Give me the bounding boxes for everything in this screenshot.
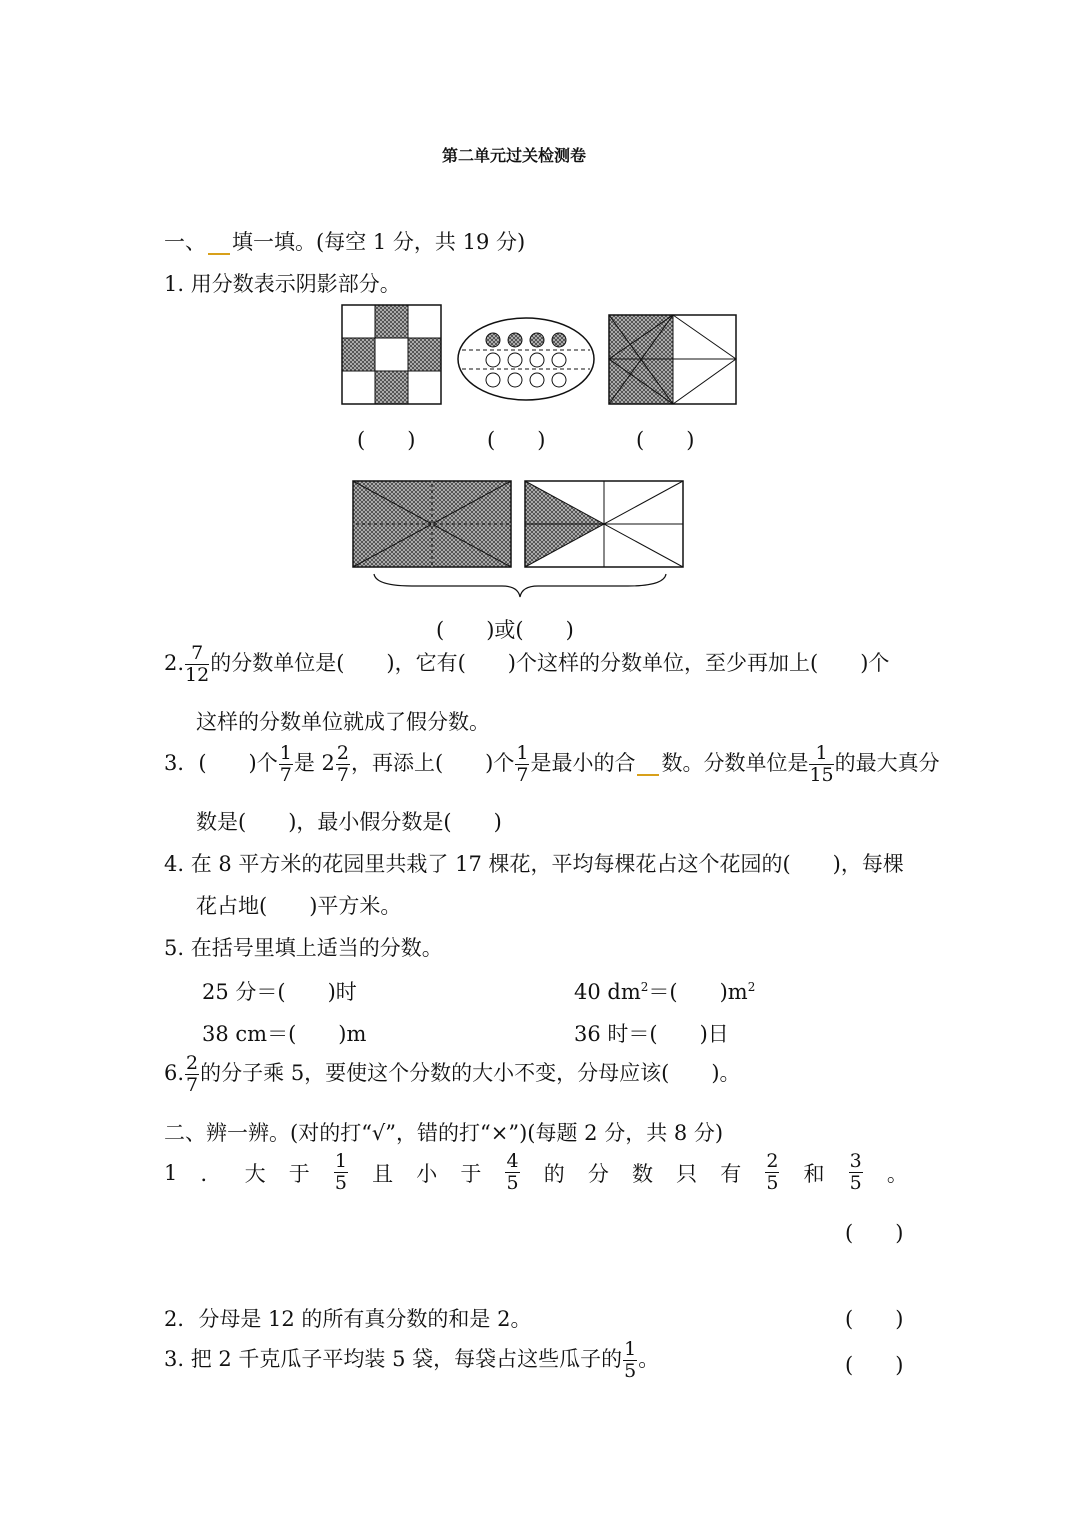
fraction: $\frac{1}{7}$ bbox=[516, 742, 529, 786]
q3-line2: 数是( )，最小假分数是( ) bbox=[196, 810, 502, 834]
s2-q2-text: 2．分母是 12 的所有真分数的和是 2。 bbox=[164, 1307, 532, 1331]
q1-blank-3[interactable]: ( ) bbox=[636, 428, 695, 452]
q3-line1: 3．( )个 $\frac{1}{7}$ 是 2 $\frac{2}{7}$ ，再添上( )个 $\frac{1}{7}$ 是最小的合 数。分数单位是 $\frac{1}{15}$ 的最大真分 bbox=[164, 742, 940, 786]
section1-heading: 一、 填一填。(每空 1 分，共 19 分) bbox=[164, 230, 526, 254]
q1-text: 1. 用分数表示阴影部分。 bbox=[164, 272, 401, 296]
s2-q1-blank[interactable]: ( ) bbox=[845, 1221, 904, 1245]
q5-item-a: 25 分＝( )时 bbox=[202, 980, 357, 1004]
q4-line1: 4. 在 8 平方米的花园里共栽了 17 棵花，平均每棵花占这个花园的( )，每棵 bbox=[164, 852, 904, 876]
q1-or-blank[interactable]: ( )或( ) bbox=[436, 618, 574, 642]
fraction: $\frac{1}{5}$ bbox=[334, 1150, 347, 1194]
q2-line2: 这样的分数单位就成了假分数。 bbox=[196, 710, 490, 734]
q6-line: 6. $\frac{2}{7}$ 的分子乘 5，要使这个分数的大小不变，分母应该( )。 bbox=[164, 1052, 741, 1096]
fraction: $\frac{2}{5}$ bbox=[766, 1150, 779, 1194]
page-title: 第二单元过关检测卷 bbox=[442, 146, 587, 165]
highlight-mark bbox=[208, 253, 230, 255]
fraction: $\frac{3}{5}$ bbox=[849, 1150, 862, 1194]
s2-q3-blank[interactable]: ( ) bbox=[845, 1353, 904, 1377]
figure-grid-cross bbox=[341, 304, 442, 405]
q5-item-b: 40 $dm^2=$( )$m^2$ bbox=[574, 980, 756, 1004]
fraction: $\frac{1}{7}$ bbox=[279, 742, 292, 786]
figure-oval-circles bbox=[456, 316, 596, 402]
fraction: $\frac{1}{15}$ bbox=[809, 742, 834, 786]
fraction: $\frac{1}{5}$ bbox=[624, 1338, 637, 1382]
figure-rect-kite bbox=[608, 314, 738, 405]
fraction: $\frac{2}{7}$ bbox=[186, 1052, 199, 1096]
figure-two-rects bbox=[352, 480, 685, 600]
s2-q1-line: 1 ． 大 于 $\frac{1}{5}$ 且 小 于 $\frac{4}{5}$ 的 分 数 只 有 $\frac{2}{5}$ 和 $\frac{3}{5}$ 。 bbox=[164, 1150, 908, 1194]
fraction: $\frac{7}{12}$ bbox=[185, 642, 210, 686]
section2-heading: 二、辨一辨。(对的打“√”，错的打“×”)(每题 2 分，共 8 分) bbox=[164, 1121, 724, 1145]
fraction: $\frac{4}{5}$ bbox=[506, 1150, 519, 1194]
highlight-mark bbox=[637, 774, 659, 776]
fraction: $\frac{2}{7}$ bbox=[336, 742, 349, 786]
q5-text: 5. 在括号里填上适当的分数。 bbox=[164, 936, 443, 960]
q5-item-c: 38 cm＝( )m bbox=[202, 1022, 367, 1046]
q2-line1: 2. $\frac{7}{12}$ 的分数单位是( )，它有( )个这样的分数单位，至少再加上( )个 bbox=[164, 642, 890, 686]
q1-blank-2[interactable]: ( ) bbox=[487, 428, 546, 452]
q1-blank-1[interactable]: ( ) bbox=[357, 428, 416, 452]
q5-item-d: 36 时＝( )日 bbox=[574, 1022, 729, 1046]
q4-line2: 花占地( )平方米。 bbox=[196, 894, 402, 918]
s2-q2-blank[interactable]: ( ) bbox=[845, 1307, 904, 1331]
s2-q3-line: 3. 把 2 千克瓜子平均装 5 袋，每袋占这些瓜子的 $\frac{1}{5}$ 。 bbox=[164, 1338, 660, 1382]
